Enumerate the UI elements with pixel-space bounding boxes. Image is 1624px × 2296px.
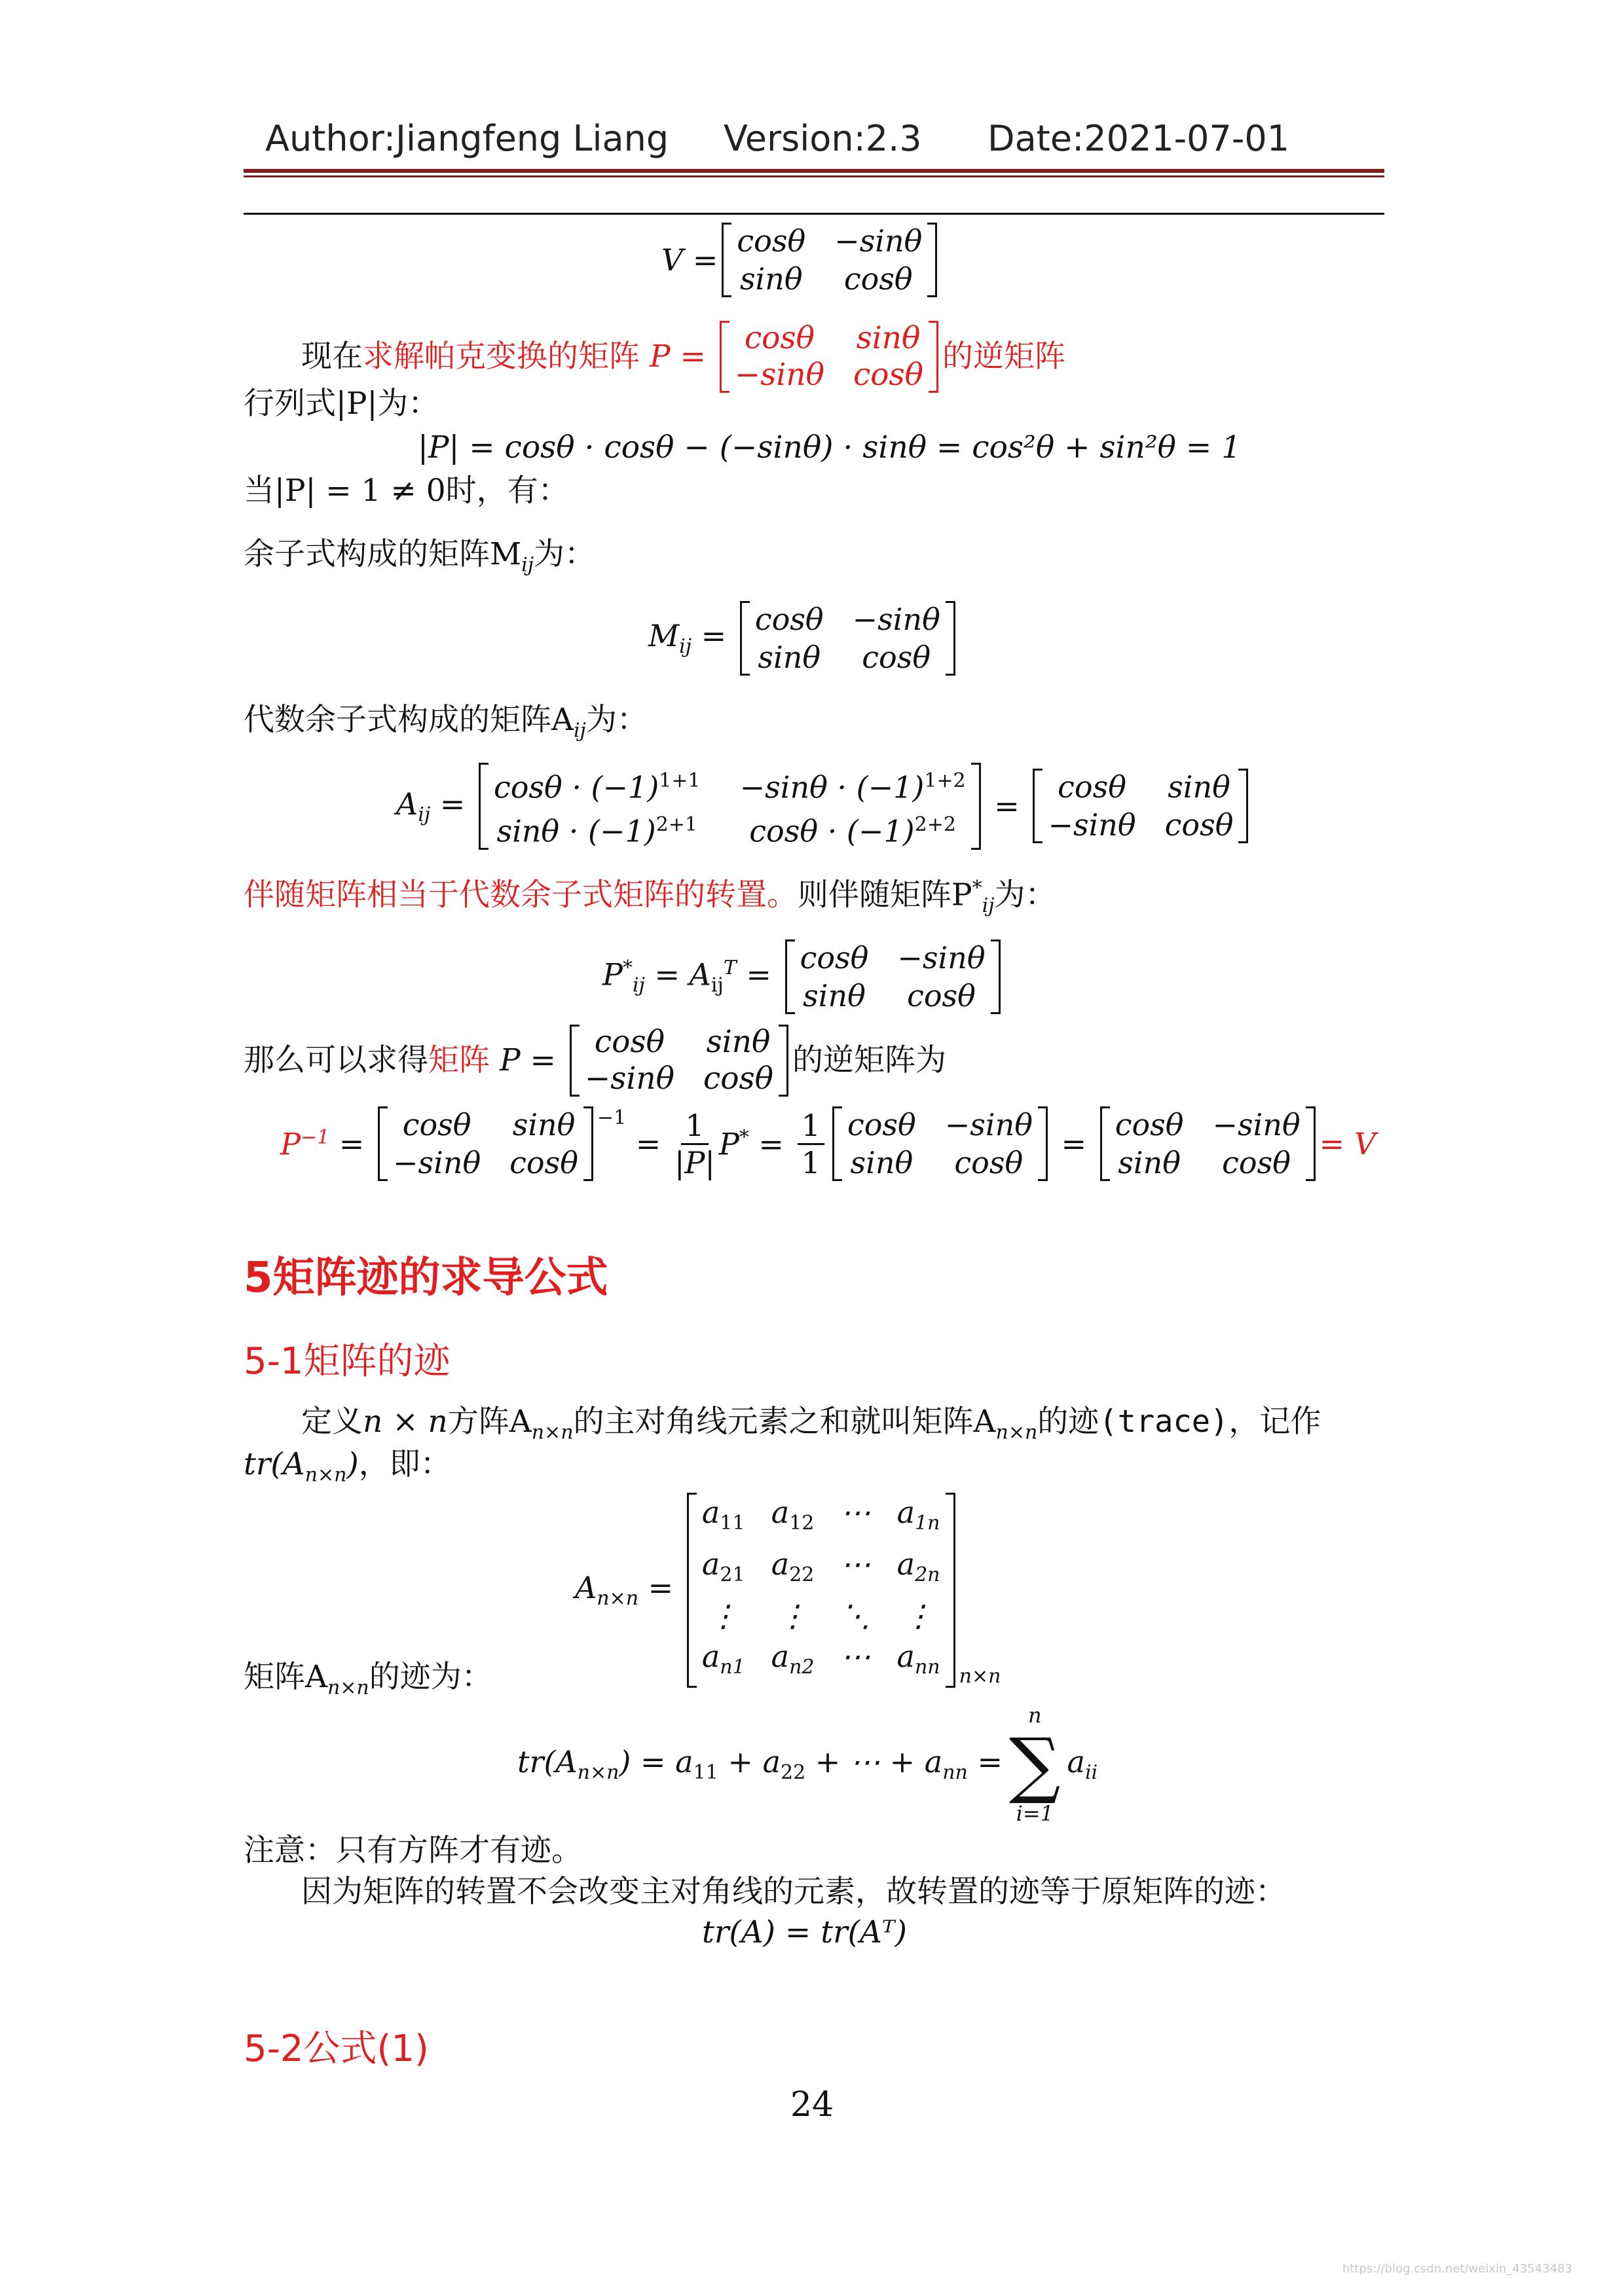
matrix-cell: −sinθ xyxy=(1212,1107,1301,1142)
matrix-cell: ⋱ xyxy=(840,1598,871,1634)
matrix-cell: cosθ xyxy=(843,261,913,297)
matrix-cell: ⋮ xyxy=(903,1598,934,1634)
watermark: https://blog.csdn.net/weixin_43543483 xyxy=(1342,2262,1573,2276)
inverse-matrix-3 xyxy=(1100,1106,1316,1181)
matrix-cell: sinθ xyxy=(803,978,866,1013)
matrix-cell: $\cos\theta \cdot (-1)^{2+2}$ xyxy=(749,813,956,849)
matrix-cell: −sinθ xyxy=(1048,807,1136,843)
det-line: 行列式|P|为： xyxy=(244,386,439,422)
cof-lead: 代数余子式构成的矩阵A xyxy=(244,702,574,738)
minor-equation: $M_{ij}$ = cosθ −sinθ sinθ cosθ xyxy=(648,601,959,676)
matrix-cell: $a_{n2}$ xyxy=(771,1639,815,1679)
matrix-cell: cosθ xyxy=(509,1145,578,1180)
trace-line: 矩阵$A_{n\times n}$的迹为： xyxy=(244,1659,492,1700)
matrix-cell: sinθ xyxy=(739,261,803,297)
inverse-line: 那么可以求得 矩阵 P = cosθ sinθ −sinθ cosθ 的逆矩阵为 xyxy=(244,1024,946,1097)
matrix-cell: sinθ xyxy=(1168,769,1230,805)
matrix-cell: $a_{22}$ xyxy=(771,1546,815,1587)
inverse-matrix-1 xyxy=(378,1106,593,1181)
cof-sub: ij xyxy=(573,719,586,742)
matrix-cell: cosθ xyxy=(754,602,824,637)
trace-equation: $tr(A_{n\times n}) = a_{11} + a_{22}$ + ⋯ + $a_{nn}$ = n ∑ i=1 $a_{ii}$ xyxy=(517,1703,1098,1826)
matrix-cell: $a_{nn}$ xyxy=(896,1639,940,1679)
matrix-cell: $a_{2n}$ xyxy=(896,1546,940,1587)
matrix-cell: ⋯ xyxy=(840,1495,871,1530)
header-date: Date:2021-07-01 xyxy=(987,118,1290,159)
fraction-1-over-1: $\frac{1}{1}$ xyxy=(798,1108,824,1180)
matrix-cell: cosθ xyxy=(907,978,976,1013)
matrix-cell: −sinθ xyxy=(944,1107,1033,1142)
matrix-cell: sinθ xyxy=(856,320,921,356)
matrix-cell: sinθ xyxy=(850,1145,913,1180)
matrix-cell: cosθ xyxy=(853,357,923,393)
park-red: 求解帕克变换的矩阵 xyxy=(363,338,640,374)
matrix-cell: $a_{21}$ xyxy=(701,1546,745,1587)
page-number: 24 xyxy=(790,2085,834,2124)
matrix-cell: ⋯ xyxy=(840,1639,871,1675)
park-lead: 现在 xyxy=(301,338,363,374)
cof-tail: 为： xyxy=(585,702,648,738)
matrix-cell: $a_{11}$ xyxy=(701,1495,745,1535)
matrix-cell: cosθ xyxy=(1164,807,1234,843)
general-matrix-size: n×n xyxy=(959,1664,1001,1688)
matrix-cell: cosθ xyxy=(1115,1107,1184,1142)
matrix-cell: cosθ xyxy=(1058,769,1126,805)
matrix-cell: cosθ xyxy=(594,1024,665,1060)
matrix-cell: −sinθ xyxy=(392,1145,481,1180)
matrix-cell: $a_{n1}$ xyxy=(701,1639,745,1679)
matrix-cell: −sinθ xyxy=(584,1061,674,1097)
equals-v: = V xyxy=(1319,1126,1376,1161)
matrix-cell: cosθ xyxy=(954,1145,1024,1180)
cofactor-equation: $A_{ij}$ = $\cos\theta \cdot (-1)^{1+1}$ $-\sin\theta \cdot (-1)^{1+2}$ $\sin\theta \cdot (-1)^{2+1}$ $\cos\theta \cdot (-1)^{2+2}$ = cosθ sinθ −sinθ cosθ xyxy=(396,763,1252,850)
matrix-cell: −sinθ xyxy=(897,940,986,975)
park-tail: 的逆矩阵 xyxy=(942,338,1065,374)
when-line: 当|P| = 1 ≠ 0时，有： xyxy=(244,473,569,509)
matrix-cell: $-\sin\theta \cdot (-1)^{1+2}$ xyxy=(739,769,966,805)
park-line xyxy=(301,321,1065,393)
matrix-cell: cosθ xyxy=(744,320,815,356)
subsection-title-5-2: 5-2公式(1) xyxy=(244,2028,429,2070)
v-matrix-equation xyxy=(661,223,941,297)
adj-star: * xyxy=(972,877,982,900)
matrix-cell: sinθ xyxy=(1118,1145,1181,1180)
sum-symbol: n ∑ i=1 xyxy=(1009,1703,1061,1826)
cofactor-result-matrix xyxy=(1033,769,1248,843)
note-line: 注意：只有方阵才有迹。 xyxy=(244,1832,582,1868)
transpose-line: 因为矩阵的转置不会改变主对角线的元素，故转置的迹等于原矩阵的迹： xyxy=(301,1874,1286,1910)
general-matrix xyxy=(687,1493,955,1688)
definition-line: 定义n × n方阵$A_{n\times n}$的主对角线元素之和就叫矩阵$A_{n\times n}$的迹(trace)，记作 xyxy=(301,1404,1321,1444)
minor-tail: 为： xyxy=(534,536,596,572)
cofactor-matrix xyxy=(479,763,981,850)
adj-rest: 则伴随矩阵P xyxy=(798,877,972,913)
matrix-cell: cosθ xyxy=(800,940,869,975)
v-matrix xyxy=(722,223,937,297)
minor-matrix xyxy=(740,601,955,676)
section-title: 5矩阵迹的求导公式 xyxy=(244,1254,608,1302)
matrix-cell: cosθ xyxy=(402,1107,471,1142)
park-matrix xyxy=(720,321,938,393)
matrix-cell: $a_{1n}$ xyxy=(896,1495,940,1535)
inv-lead: 那么可以求得 xyxy=(244,1042,428,1078)
matrix-cell: sinθ xyxy=(758,640,821,675)
inv-exponent: −1 xyxy=(597,1106,627,1129)
matrix-cell: −sinθ xyxy=(852,602,940,637)
cofactor-line xyxy=(244,699,648,752)
inv-tail: 的逆矩阵为 xyxy=(792,1042,946,1078)
minor-lead: 余子式构成的矩阵M xyxy=(244,536,522,572)
header-author: Author:Jiangfeng Liang xyxy=(265,118,669,159)
inverse-matrix-2 xyxy=(832,1106,1048,1181)
matrix-cell: ⋮ xyxy=(708,1598,739,1634)
matrix-cell: cosθ xyxy=(703,1061,773,1097)
adjugate-line xyxy=(244,867,1056,927)
adjugate-equation: $P^*_{ij} = A_{ij}^T$ = cosθ −sinθ sinθ cosθ xyxy=(602,939,1005,1014)
matrix-cell: cosθ xyxy=(847,1107,916,1142)
matrix-cell: cosθ xyxy=(737,223,806,259)
trace-transpose-equation: tr(A) = tr(Aᵀ) xyxy=(702,1914,907,1950)
adjugate-matrix xyxy=(785,939,1001,1014)
minor-sub: ij xyxy=(521,553,534,577)
det-equation: |P| = cosθ · cosθ − (−sinθ) · sinθ = cos²θ + sin²θ = 1 xyxy=(418,429,1242,465)
matrix-cell: −sinθ xyxy=(834,223,923,259)
minor-line xyxy=(244,534,595,586)
adj-red: 伴随矩阵相当于代数余子式矩阵的转置。 xyxy=(244,877,798,913)
header-rule-black xyxy=(244,213,1384,215)
adj-tail: 为： xyxy=(994,877,1056,913)
matrix-cell: sinθ xyxy=(706,1024,771,1060)
matrix-cell: cosθ xyxy=(1222,1145,1291,1180)
fraction-1-over-det: $\frac{1}{|P|}$ xyxy=(674,1107,715,1180)
p-inverse: $P^{-1}$ xyxy=(280,1125,330,1162)
inverse-equation: $P^{-1}$ = cosθ sinθ −sinθ cosθ $^{-1}$ = $\frac{1}{|P|}$ P* = $\frac{1}{1}$ cosθ −sinθ sinθ cosθ = cosθ −sinθ sinθ cosθ = V xyxy=(280,1106,1376,1180)
matrix-cell: cosθ xyxy=(862,640,931,675)
park-p: P = xyxy=(640,338,716,374)
matrix-cell: $a_{12}$ xyxy=(771,1495,815,1535)
inverse-matrix-inline xyxy=(570,1025,788,1097)
matrix-cell: ⋮ xyxy=(777,1598,808,1634)
matrix-cell: −sinθ xyxy=(734,357,824,393)
general-matrix-equation: $A_{n\times n}$ = $a_{11}$ $a_{12}$ ⋯ $a_{1n}$ $a_{21}$ $a_{22}$ ⋯ $a_{2n}$ ⋮ ⋮ ⋱ ⋮ $a_{n1}$ $a_{n2}$ ⋯ $a_{nn}$ $_{n\times n}$ xyxy=(575,1493,1001,1688)
matrix-cell: ⋯ xyxy=(840,1546,871,1582)
v-label: V = xyxy=(661,242,718,278)
header-version: Version:2.3 xyxy=(724,118,922,159)
matrix-cell: $\cos\theta \cdot (-1)^{1+1}$ xyxy=(493,769,701,805)
matrix-cell: sinθ xyxy=(512,1107,576,1142)
inv-red: 矩阵 xyxy=(428,1042,490,1078)
definition-line-2: $tr(A_{n\times n})$，即： xyxy=(244,1446,451,1487)
header-rule-top xyxy=(244,169,1384,173)
adj-sub: ij xyxy=(982,894,995,918)
matrix-cell: $\sin\theta \cdot (-1)^{2+1}$ xyxy=(496,813,698,849)
subsection-title-5-1: 5-1矩阵的迹 xyxy=(244,1340,451,1383)
header-rule-thin xyxy=(244,175,1384,177)
